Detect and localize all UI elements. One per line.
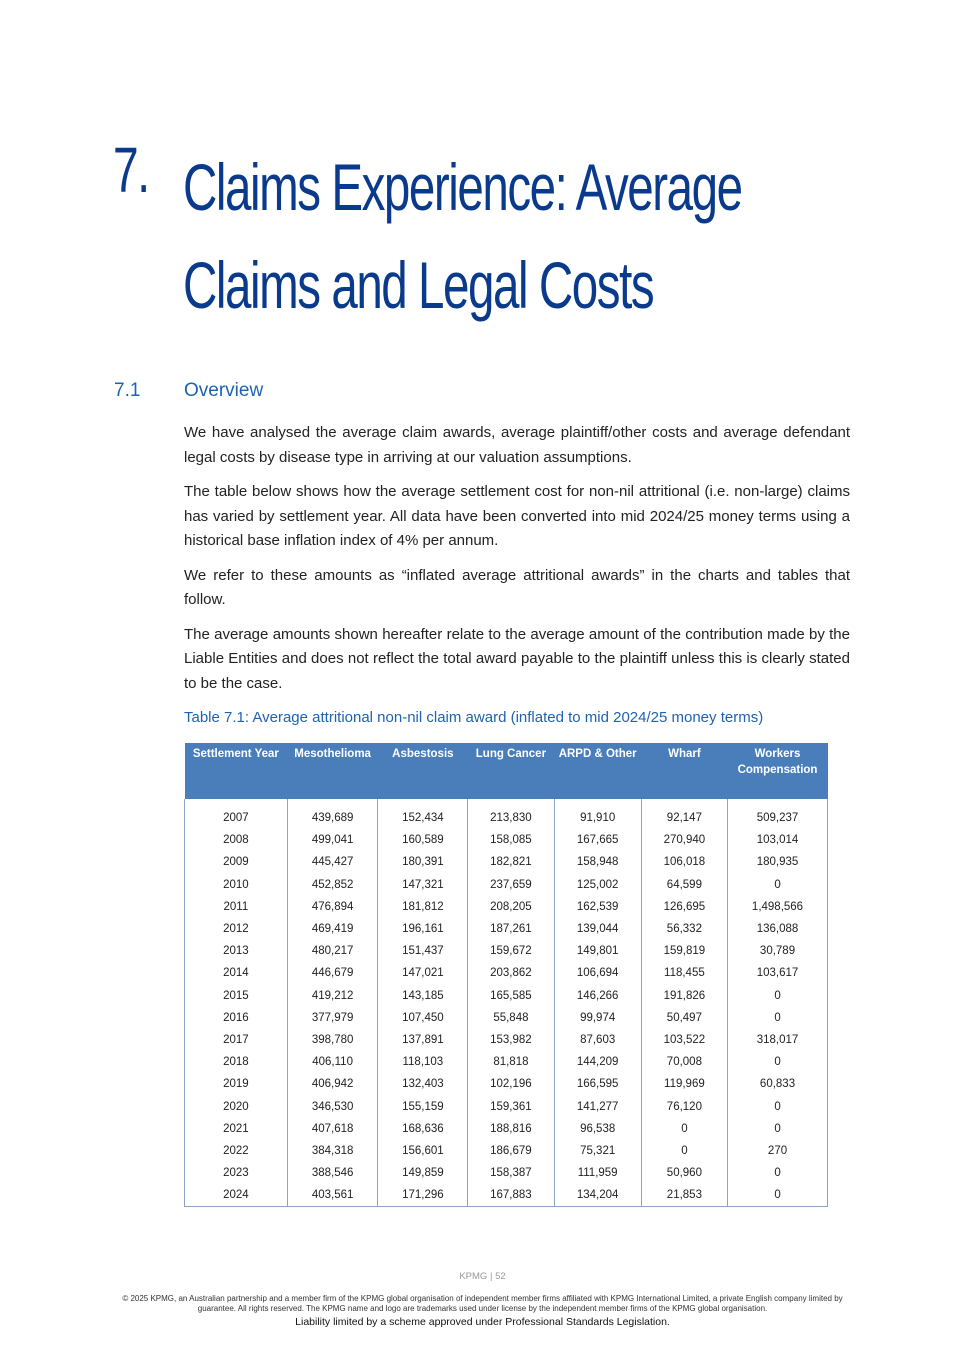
table-row <box>185 896 828 918</box>
value-cell: 445,427 <box>287 851 378 873</box>
value-cell: 499,041 <box>287 829 378 851</box>
value-cell: 0 <box>641 1140 727 1162</box>
value-cell: 134,204 <box>554 1184 641 1207</box>
value-cell: 111,959 <box>554 1162 641 1184</box>
year-cell: 2007 <box>185 799 288 829</box>
value-cell: 476,894 <box>287 896 378 918</box>
year-cell: 2024 <box>185 1184 288 1207</box>
value-cell: 196,161 <box>378 918 468 940</box>
value-cell: 50,960 <box>641 1162 727 1184</box>
value-cell: 119,969 <box>641 1073 727 1095</box>
year-cell: 2016 <box>185 1007 288 1029</box>
value-cell: 213,830 <box>468 799 554 829</box>
value-cell: 125,002 <box>554 874 641 896</box>
table-row <box>185 1007 828 1029</box>
table-row <box>185 1118 828 1140</box>
paragraph: We refer to these amounts as “inflated average attritional awards” in the charts and tables that follow. <box>184 566 850 608</box>
section-title: Overview <box>184 380 264 401</box>
year-cell: 2020 <box>185 1095 288 1117</box>
chapter-number: 7. <box>113 134 149 206</box>
table-row <box>185 940 828 962</box>
value-cell: 208,205 <box>468 896 554 918</box>
value-cell: 346,530 <box>287 1095 378 1117</box>
copyright-notice: © 2025 KPMG, an Australian partnership and a member firm of the KPMG global organisation of independent member firms affiliated with KPMG International Limited, a private English company limited by guarantee. All rights reserved. The KPMG name and logo are trademarks used under license by the independent member firms of the KPMG global organisation. <box>122 1294 843 1313</box>
value-cell: 270,940 <box>641 829 727 851</box>
value-cell: 146,266 <box>554 985 641 1007</box>
value-cell: 55,848 <box>468 1007 554 1029</box>
value-cell: 318,017 <box>728 1029 828 1051</box>
value-cell: 377,979 <box>287 1007 378 1029</box>
value-cell: 107,450 <box>378 1007 468 1029</box>
value-cell: 0 <box>728 985 828 1007</box>
table-row <box>185 1051 828 1073</box>
column-header: Lung Cancer <box>468 743 554 799</box>
chapter-title-line: Claims Experience: Average <box>183 150 742 224</box>
value-cell: 81,818 <box>468 1051 554 1073</box>
year-cell: 2009 <box>185 851 288 873</box>
value-cell: 181,812 <box>378 896 468 918</box>
value-cell: 452,852 <box>287 874 378 896</box>
value-cell: 388,546 <box>287 1162 378 1184</box>
table-row <box>185 985 828 1007</box>
value-cell: 480,217 <box>287 940 378 962</box>
year-cell: 2013 <box>185 940 288 962</box>
column-header: Workers Compensation <box>728 743 828 799</box>
value-cell: 0 <box>728 874 828 896</box>
value-cell: 103,522 <box>641 1029 727 1051</box>
value-cell: 56,332 <box>641 918 727 940</box>
chapter-title <box>183 138 745 334</box>
value-cell: 167,665 <box>554 829 641 851</box>
value-cell: 0 <box>728 1051 828 1073</box>
value-cell: 152,434 <box>378 799 468 829</box>
value-cell: 188,816 <box>468 1118 554 1140</box>
value-cell: 153,982 <box>468 1029 554 1051</box>
value-cell: 182,821 <box>468 851 554 873</box>
value-cell: 403,561 <box>287 1184 378 1207</box>
page-number: KPMG | 52 <box>459 1271 506 1282</box>
value-cell: 139,044 <box>554 918 641 940</box>
value-cell: 70,008 <box>641 1051 727 1073</box>
value-cell: 186,679 <box>468 1140 554 1162</box>
table-row <box>185 918 828 940</box>
value-cell: 147,021 <box>378 962 468 984</box>
column-header: Wharf <box>641 743 727 799</box>
value-cell: 149,801 <box>554 940 641 962</box>
value-cell: 162,539 <box>554 896 641 918</box>
column-header: Mesothelioma <box>287 743 378 799</box>
value-cell: 406,942 <box>287 1073 378 1095</box>
value-cell: 141,277 <box>554 1095 641 1117</box>
value-cell: 270 <box>728 1140 828 1162</box>
value-cell: 398,780 <box>287 1029 378 1051</box>
value-cell: 103,014 <box>728 829 828 851</box>
value-cell: 180,935 <box>728 851 828 873</box>
table-row <box>185 1029 828 1051</box>
value-cell: 159,361 <box>468 1095 554 1117</box>
table-row <box>185 829 828 851</box>
value-cell: 159,819 <box>641 940 727 962</box>
table-body <box>185 799 828 1207</box>
year-cell: 2018 <box>185 1051 288 1073</box>
year-cell: 2017 <box>185 1029 288 1051</box>
value-cell: 180,391 <box>378 851 468 873</box>
value-cell: 151,437 <box>378 940 468 962</box>
value-cell: 171,296 <box>378 1184 468 1207</box>
value-cell: 187,261 <box>468 918 554 940</box>
claims-table <box>184 743 828 1207</box>
value-cell: 158,387 <box>468 1162 554 1184</box>
value-cell: 106,018 <box>641 851 727 873</box>
value-cell: 60,833 <box>728 1073 828 1095</box>
section-number: 7.1 <box>114 380 141 401</box>
value-cell: 118,103 <box>378 1051 468 1073</box>
year-cell: 2011 <box>185 896 288 918</box>
year-cell: 2022 <box>185 1140 288 1162</box>
value-cell: 21,853 <box>641 1184 727 1207</box>
table-row <box>185 1162 828 1184</box>
table-row <box>185 799 828 829</box>
value-cell: 91,910 <box>554 799 641 829</box>
table-row <box>185 1140 828 1162</box>
chapter-title-line: Claims and Legal Costs <box>183 248 654 322</box>
value-cell: 165,585 <box>468 985 554 1007</box>
year-cell: 2014 <box>185 962 288 984</box>
year-cell: 2019 <box>185 1073 288 1095</box>
value-cell: 469,419 <box>287 918 378 940</box>
value-cell: 96,538 <box>554 1118 641 1140</box>
value-cell: 0 <box>728 1118 828 1140</box>
value-cell: 158,948 <box>554 851 641 873</box>
value-cell: 149,859 <box>378 1162 468 1184</box>
value-cell: 50,497 <box>641 1007 727 1029</box>
value-cell: 419,212 <box>287 985 378 1007</box>
value-cell: 143,185 <box>378 985 468 1007</box>
value-cell: 509,237 <box>728 799 828 829</box>
value-cell: 75,321 <box>554 1140 641 1162</box>
value-cell: 237,659 <box>468 874 554 896</box>
year-cell: 2012 <box>185 918 288 940</box>
value-cell: 158,085 <box>468 829 554 851</box>
value-cell: 159,672 <box>468 940 554 962</box>
value-cell: 137,891 <box>378 1029 468 1051</box>
year-cell: 2023 <box>185 1162 288 1184</box>
value-cell: 168,636 <box>378 1118 468 1140</box>
table-row <box>185 851 828 873</box>
column-header: Asbestosis <box>378 743 468 799</box>
table-row <box>185 1184 828 1207</box>
value-cell: 160,589 <box>378 829 468 851</box>
value-cell: 439,689 <box>287 799 378 829</box>
year-cell: 2015 <box>185 985 288 1007</box>
paragraph: We have analysed the average claim awards, average plaintiff/other costs and average defendant legal costs by disease type in arriving at our valuation assumptions. <box>184 424 850 466</box>
value-cell: 144,209 <box>554 1051 641 1073</box>
table-header-row <box>185 743 828 799</box>
paragraph: The average amounts shown hereafter relate to the average amount of the contribution made by the Liable Entities and does not reflect the total award payable to the plaintiff unless this is clearly stated to be the case. <box>184 625 850 692</box>
value-cell: 126,695 <box>641 896 727 918</box>
table-row <box>185 1073 828 1095</box>
value-cell: 0 <box>728 1162 828 1184</box>
value-cell: 191,826 <box>641 985 727 1007</box>
year-cell: 2021 <box>185 1118 288 1140</box>
value-cell: 1,498,566 <box>728 896 828 918</box>
table-row <box>185 962 828 984</box>
value-cell: 155,159 <box>378 1095 468 1117</box>
value-cell: 406,110 <box>287 1051 378 1073</box>
value-cell: 446,679 <box>287 962 378 984</box>
value-cell: 203,862 <box>468 962 554 984</box>
value-cell: 407,618 <box>287 1118 378 1140</box>
table-row <box>185 1095 828 1117</box>
value-cell: 0 <box>728 1095 828 1117</box>
value-cell: 30,789 <box>728 940 828 962</box>
value-cell: 156,601 <box>378 1140 468 1162</box>
value-cell: 132,403 <box>378 1073 468 1095</box>
liability-notice: Liability limited by a scheme approved under Professional Standards Legislation. <box>295 1316 670 1328</box>
value-cell: 0 <box>728 1007 828 1029</box>
value-cell: 103,617 <box>728 962 828 984</box>
value-cell: 166,595 <box>554 1073 641 1095</box>
value-cell: 87,603 <box>554 1029 641 1051</box>
column-header: Settlement Year <box>185 743 288 799</box>
value-cell: 118,455 <box>641 962 727 984</box>
value-cell: 106,694 <box>554 962 641 984</box>
year-cell: 2008 <box>185 829 288 851</box>
table-row <box>185 874 828 896</box>
value-cell: 102,196 <box>468 1073 554 1095</box>
value-cell: 92,147 <box>641 799 727 829</box>
value-cell: 384,318 <box>287 1140 378 1162</box>
year-cell: 2010 <box>185 874 288 896</box>
value-cell: 136,088 <box>728 918 828 940</box>
column-header: ARPD & Other <box>554 743 641 799</box>
value-cell: 76,120 <box>641 1095 727 1117</box>
value-cell: 0 <box>728 1184 828 1207</box>
value-cell: 99,974 <box>554 1007 641 1029</box>
value-cell: 167,883 <box>468 1184 554 1207</box>
paragraph: The table below shows how the average settlement cost for non-nil attritional (i.e. non-large) claims has varied by settlement year. All data have been converted into mid 2024/25 money terms using a historical base inflation index of 4% per annum. <box>184 483 850 549</box>
value-cell: 64,599 <box>641 874 727 896</box>
value-cell: 0 <box>641 1118 727 1140</box>
table-caption: Table 7.1: Average attritional non-nil claim award (inflated to mid 2024/25 money terms) <box>184 709 764 726</box>
value-cell: 147,321 <box>378 874 468 896</box>
body-text <box>184 421 850 741</box>
